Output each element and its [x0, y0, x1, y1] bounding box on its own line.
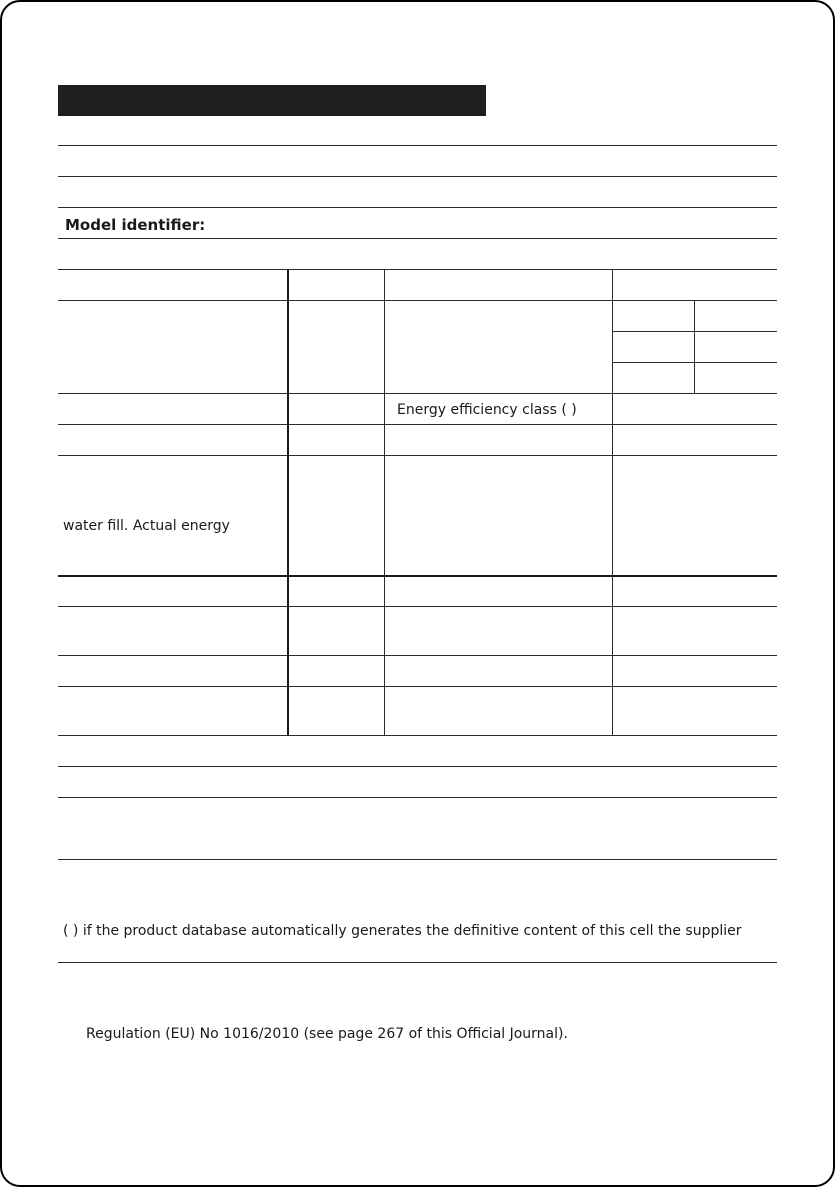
rule-4 — [58, 238, 777, 239]
rule-7 — [58, 859, 777, 860]
database-footnote: ( ) if the product database automatically generates the definitive content of this cell the supplier — [63, 923, 742, 939]
table-rule-f — [58, 606, 777, 607]
table-rule-c — [58, 424, 777, 425]
energy-efficiency-class-label: Energy efficiency class ( ) — [397, 402, 577, 418]
table-rule-b — [58, 393, 777, 394]
section-header-bar — [58, 85, 486, 116]
column-divider-3 — [612, 269, 613, 736]
rule-5 — [58, 766, 777, 767]
table-rule-d — [58, 455, 777, 456]
table-top-rule — [58, 269, 777, 270]
table-rule-e — [58, 575, 777, 577]
model-identifier-label: Model identifier: — [65, 216, 206, 234]
rule-2 — [58, 176, 777, 177]
regulation-reference: Regulation (EU) No 1016/2010 (see page 267 of this Official Journal). — [86, 1026, 568, 1042]
rule-6 — [58, 797, 777, 798]
rule-3 — [58, 207, 777, 208]
column-divider-1 — [287, 269, 289, 736]
rule-8 — [58, 962, 777, 963]
column-divider-2 — [384, 269, 385, 736]
table-rule-a — [58, 300, 777, 301]
table-rule-g — [58, 655, 777, 656]
table-bottom-rule — [58, 735, 777, 736]
rule-1 — [58, 145, 777, 146]
subgrid-divider — [694, 300, 695, 394]
table-rule-h — [58, 686, 777, 687]
water-fill-note: water fill. Actual energy — [63, 518, 230, 534]
